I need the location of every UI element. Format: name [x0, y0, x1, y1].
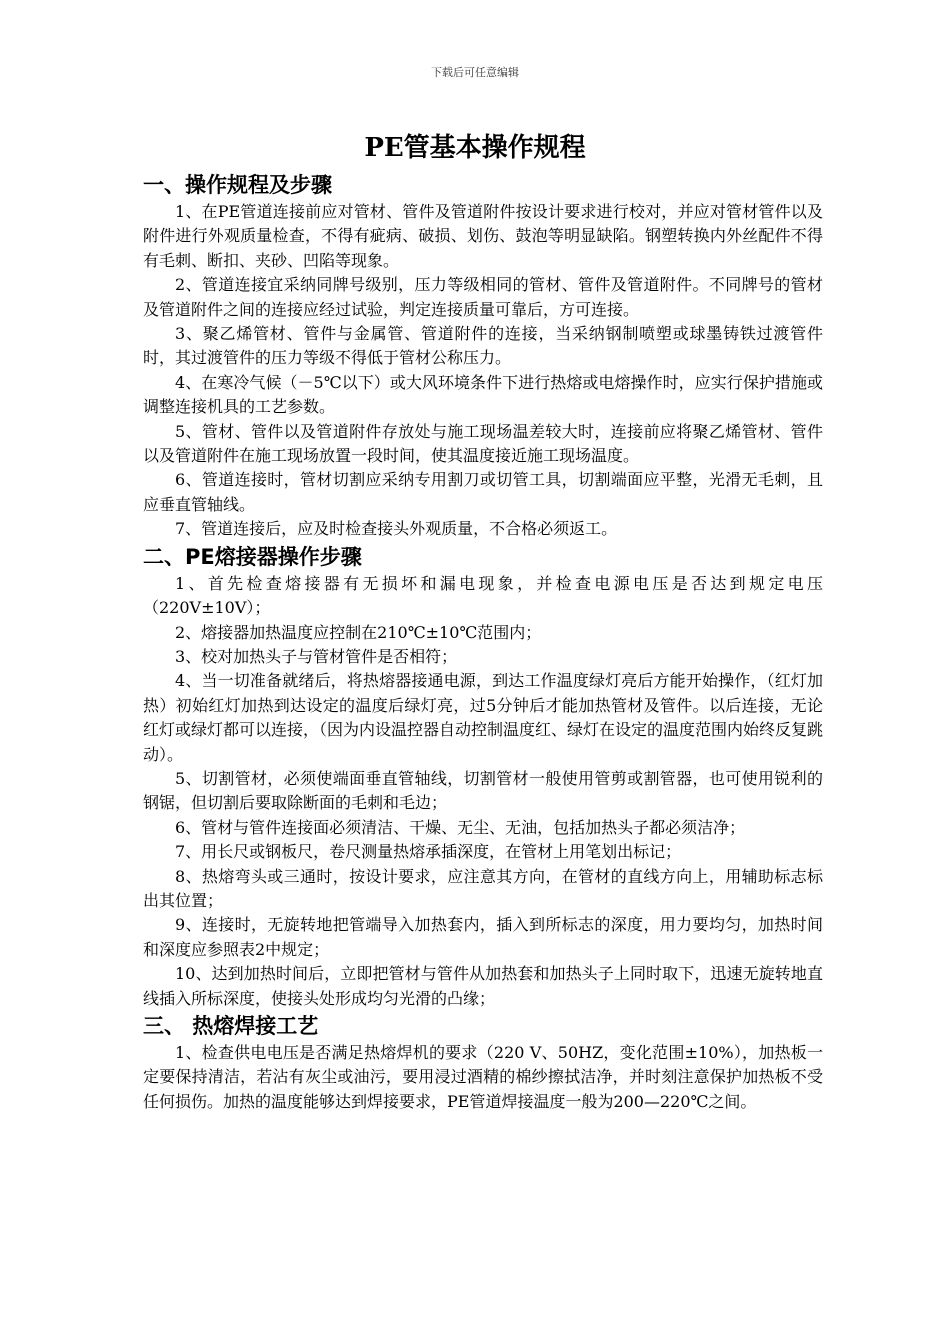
- document-body: [143, 170, 823, 1114]
- paragraph: 3、聚乙烯管材、管件与金属管、管道附件的连接，当采纳钢制喷塑或球墨铸铁过渡管件时，其过渡管件的压力等级不得低于管材公称压力。: [143, 324, 823, 368]
- section-heading: 三、 热熔焊接工艺: [143, 1014, 319, 1038]
- paragraph: 2、熔接器加热温度应控制在210℃±10℃范围内；: [175, 622, 542, 642]
- paragraph: 5、管材、管件以及管道附件存放处与施工现场温差较大时，连接前应将聚乙烯管材、管件以及管道附件在施工现场放置一段时间，使其温度接近施工现场温度。: [143, 421, 823, 466]
- paragraph: 5、切割管材，必须使端面垂直管轴线，切割管材一般使用管剪或割管器，也可使用锐利的钢锯，但切割后要取除断面的毛刺和毛边；: [143, 768, 823, 813]
- section-heading: 二、PE熔接器操作步骤: [143, 544, 362, 569]
- paragraph: 9、连接时，无旋转地把管端导入加热套内，插入到所标志的深度，用力要均匀，加热时间和深度应参照表2中规定；: [143, 915, 823, 959]
- section-operating-procedures: [143, 170, 823, 542]
- paragraph: 6、管材与管件连接面必须清洁、干燥、无尘、无油，包括加热头子都必须洁净；: [175, 817, 746, 837]
- paragraph: 7、管道连接后，应及时检查接头外观质量，不合格必须返工。: [175, 519, 618, 539]
- paragraph: 8、热熔弯头或三通时，按设计要求，应注意其方向，在管材的直线方向上，用辅助标志标出其位置；: [143, 866, 823, 910]
- section-fusion-welder-steps: [143, 542, 823, 1011]
- paragraph: 1、在PE管道连接前应对管材、管件及管道附件按设计要求进行校对，并应对管材管件以及附件进行外观质量检查，不得有疵病、破损、划伤、鼓泡等明显缺陷。钢塑转换内外丝配件不得有毛刺、断扣、夹砂、凹陷等现象。: [143, 202, 823, 270]
- paragraph: 10、达到加热时间后，立即把管材与管件从加热套和加热头子上同时取下，迅速无旋转地直线插入所标深度，使接头处形成均匀光滑的凸缘；: [143, 964, 823, 1008]
- paragraph: 3、校对加热头子与管材管件是否相符；: [175, 646, 458, 666]
- document-title: PE管基本操作规程: [364, 133, 586, 163]
- paragraph: 4、当一切准备就绪后，将热熔器接通电源，到达工作温度绿灯亮后方能开始操作，（红灯加热）初始红灯加热到达设定的温度后绿灯亮，过5分钟后才能加热管材及管件。以后连接，无论红灯或绿灯都可以连接，（因为内设温控器自动控制温度红、绿灯在设定的温度范围内始终反复跳动）。: [143, 671, 824, 764]
- section-hot-melt-welding: [143, 1011, 823, 1114]
- paragraph: 1、首先检查熔接器有无损坏和漏电现象，并检查电源电压是否达到规定电压（220V±10V）；: [143, 573, 823, 618]
- header-note: 下载后可任意编辑: [431, 66, 519, 79]
- paragraph: 2、管道连接宜采纳同牌号级别，压力等级相同的管材、管件及管道附件。不同牌号的管材及管道附件之间的连接应经过试验，判定连接质量可靠后，方可连接。: [143, 275, 823, 319]
- section-heading: 一、操作规程及步骤: [143, 173, 332, 197]
- paragraph: 7、用长尺或钢板尺，卷尺测量热熔承插深度，在管材上用笔划出标记；: [175, 842, 682, 862]
- paragraph: 4、在寒冷气候（－5℃以下）或大风环境条件下进行热熔或电熔操作时，应实行保护措施或调整连接机具的工艺参数。: [143, 372, 823, 417]
- paragraph: 6、管道连接时，管材切割应采纳专用割刀或切管工具，切割端面应平整，光滑无毛刺，且应垂直管轴线。: [143, 470, 823, 514]
- paragraph: 1、检查供电电压是否满足热熔焊机的要求（220 V、50HZ，变化范围±10%），加热板一定要保持清洁，若沾有灰尘或油污，要用浸过酒精的棉纱擦拭洁净，并时刻注意保护加热板不受任何损伤。加热的温度能够达到焊接要求，PE管道焊接温度一般为200—220℃之间。: [143, 1043, 823, 1111]
